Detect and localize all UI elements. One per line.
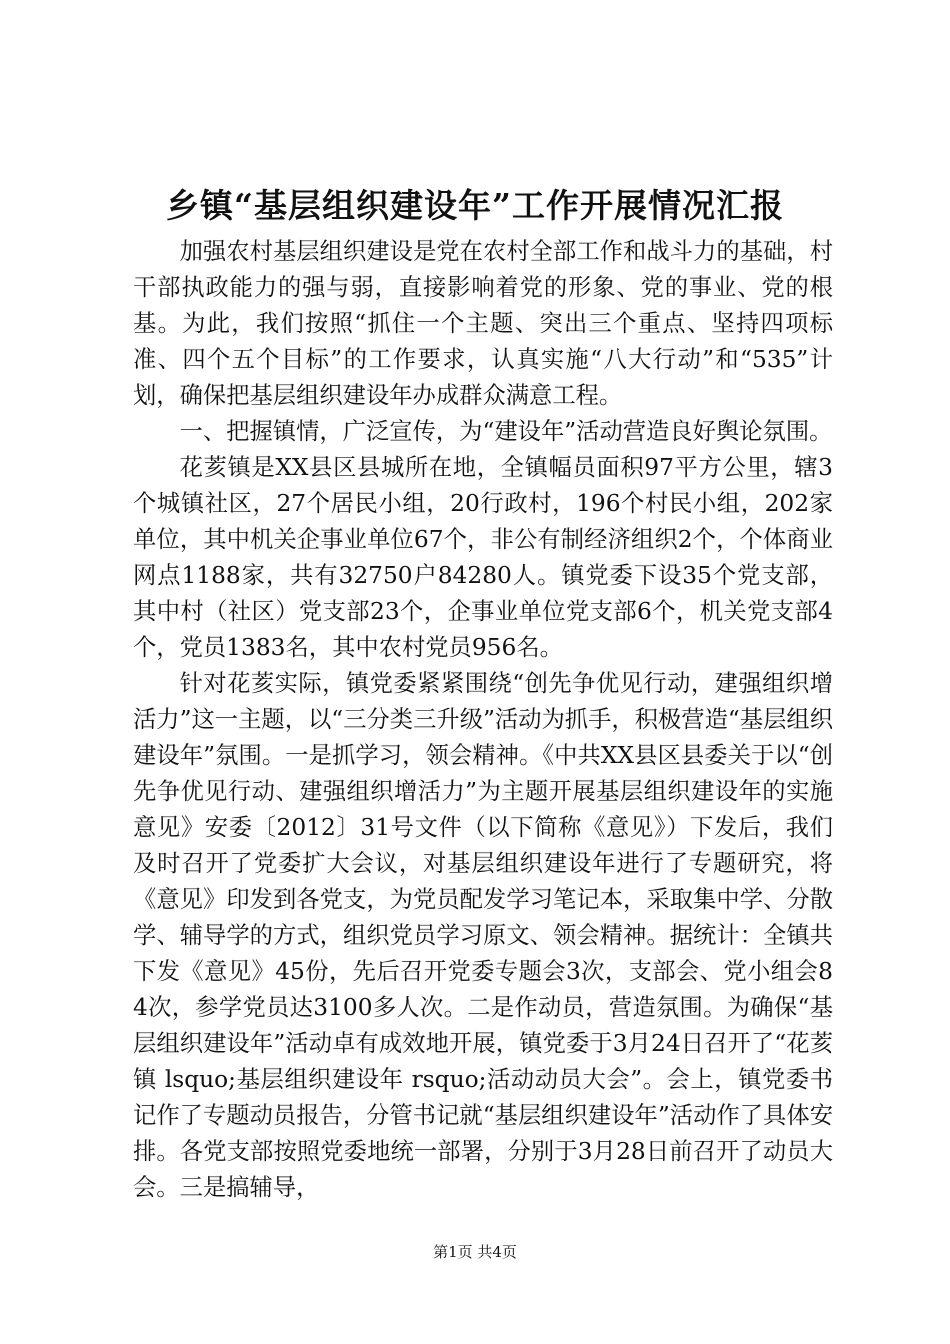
paragraph-town-overview: 花荄镇是XX县区县城所在地，全镇幅员面积97平方公里，辖3个城镇社区，27个居民小组，20行政村，196个村民小组，202家单位，其中机关企事业单位67个，非公有制经济组织2个，个体商业网点1188家，共有32750户84280人。镇党委下设35个党支部，其中村（社区）党支部23个，企事业单位党支部6个，机关党支部4个，党员1383名，其中农村党员956名。	[133, 454, 833, 661]
paragraph-activities: 针对花荄实际，镇党委紧紧围绕“创先争优见行动，建强组织增活力”这一主题，以“三分类三升级”活动为抓手，积极营造“基层组织建设年”氛围。一是抓学习，领会精神。《中共XX县区县委关于以“创先争优见行动、建强组织增活力”为主题开展基层组织建设年的实施意见》安委〔2012〕31号文件（以下简称《意见》）下发后，我们及时召开了党委扩大会议，对基层组织建设年进行了专题研究，将《意见》印发到各党支，为党员配发学习笔记本，采取集中学、分散学、辅导学的方式，组织党员学习原文、领会精神。据统计：全镇共下发《意见》45份，先后召开党委专题会3次，支部会、党小组会84次，参学党员达3100多人次。二是作动员，营造氛围。为确保“基层组织建设年”活动卓有成效地开展，镇党委于3月24日召开了“花荄镇 lsquo;基层组织建设年 rsquo;活动动员大会”。会上，镇党委书记作了专题动员报告，分管书记就“基层组织建设年”活动作了具体安排。各党支部按照党委地统一部署，分别于3月28日前召开了动员大会。三是搞辅导，	[133, 670, 833, 1201]
document-title: 乡镇“基层组织建设年”工作开展情况汇报	[166, 186, 784, 225]
document-body	[133, 234, 833, 1206]
paragraph-section-heading: 一、把握镇情，广泛宣传，为“建设年”活动营造良好舆论氛围。	[179, 418, 833, 445]
paragraph-intro: 加强农村基层组织建设是党在农村全部工作和战斗力的基础，村干部执政能力的强与弱，直接影响着党的形象、党的事业、党的根基。为此，我们按照“抓住一个主题、突出三个重点、坚持四项标准、四个五个目标”的工作要求，认真实施“八大行动”和“535”计划，确保把基层组织建设年办成群众满意工程。	[133, 238, 833, 409]
page-footer: 第1页 共4页	[433, 1243, 517, 1261]
